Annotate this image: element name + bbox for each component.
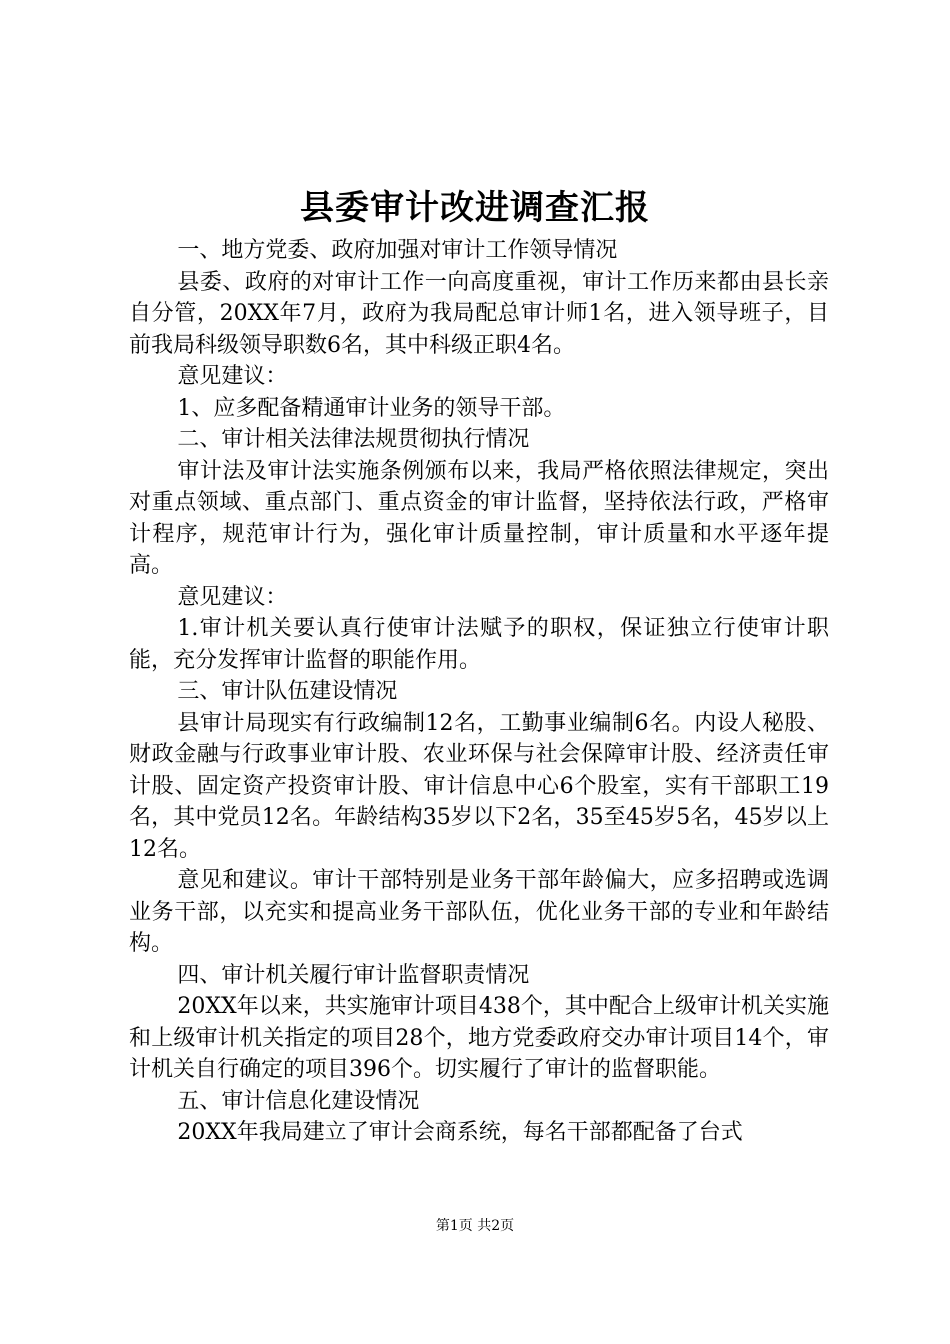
document-body xyxy=(129,235,829,1149)
section-heading-5: 五、审计信息化建设情况 xyxy=(177,1088,420,1114)
body-paragraph: 审计法及审计法实施条例颁布以来，我局严格依照法律规定，突出对重点领域、重点部门、重点资金的审计监督，坚持依法行政，严格审计程序，规范审计行为，强化审计质量控制，审计质量和水平逐年提高。 xyxy=(129,458,829,578)
suggestion-item: 1、应多配备精通审计业务的领导干部。 xyxy=(177,395,566,421)
body-paragraph: 20XX年我局建立了审计会商系统，每名干部都配备了台式 xyxy=(177,1120,743,1145)
page-footer: 第1页 共2页 xyxy=(435,1218,515,1234)
body-paragraph: 县审计局现实有行政编制12名，工勤事业编制6名。内设人秘股、财政金融与行政事业审计股、农业环保与社会保障审计股、经济责任审计股、固定资产投资审计股、审计信息中心6个股室，实有干部职工19名，其中党员12名。年龄结构35岁以下2名，35至45岁5名，45岁以上12名。 xyxy=(129,710,829,862)
body-paragraph: 20XX年以来，共实施审计项目438个，其中配合上级审计机关实施和上级审计机关指定的项目28个，地方党委政府交办审计项目14个，审计机关自行确定的项目396个。切实履行了审计的监督职能。 xyxy=(129,994,829,1082)
suggestion-label: 意见建议： xyxy=(177,584,288,610)
body-paragraph: 意见和建议。审计干部特别是业务干部年龄偏大，应多招聘或选调业务干部，以充实和提高业务干部队伍，优化业务干部的专业和年龄结构。 xyxy=(129,868,829,956)
section-heading-3: 三、审计队伍建设情况 xyxy=(177,679,398,704)
section-heading-2: 二、审计相关法律法规贯彻执行情况 xyxy=(177,427,530,452)
suggestion-label: 意见建议： xyxy=(177,364,288,389)
section-heading-1: 一、地方党委、政府加强对审计工作领导情况 xyxy=(177,238,618,263)
suggestion-item: 1.审计机关要认真行使审计法赋予的职权，保证独立行使审计职能，充分发挥审计监督的职能作用。 xyxy=(129,616,829,673)
body-paragraph: 县委、政府的对审计工作一向高度重视，审计工作历来都由县长亲自分管，20XX年7月，政府为我局配总审计师1名，进入领导班子，目前我局科级领导职数6名，其中科级正职4名。 xyxy=(129,269,829,358)
document-title: 县委审计改进调查汇报 xyxy=(300,188,650,228)
section-heading-4: 四、审计机关履行审计监督职责情况 xyxy=(177,962,530,988)
